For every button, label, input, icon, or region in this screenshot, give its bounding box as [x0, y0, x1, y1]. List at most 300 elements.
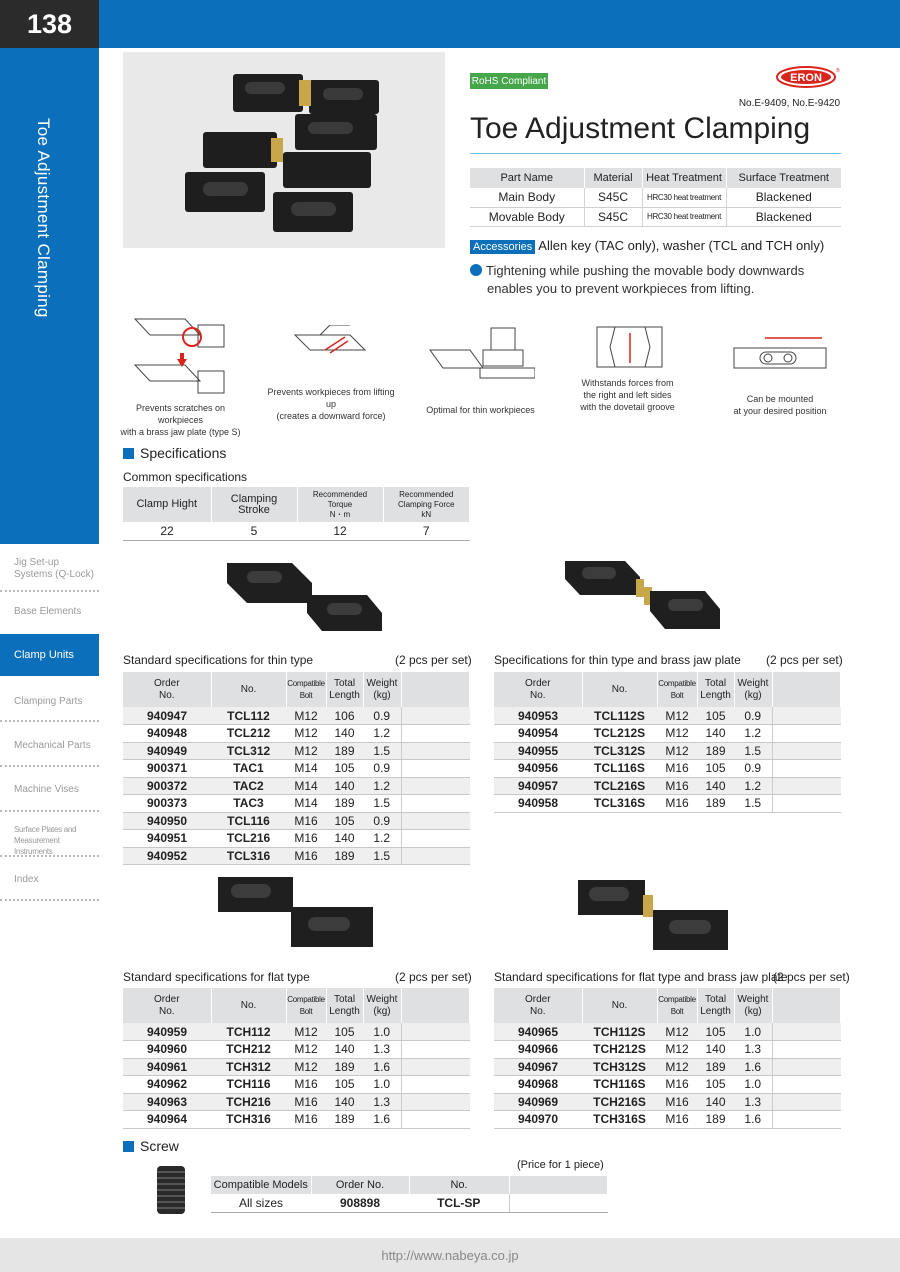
- cell: 105: [697, 707, 734, 725]
- position-diagram: [730, 330, 830, 375]
- sidebar: [0, 48, 99, 544]
- table-title: Standard specifications for flat type: [123, 970, 310, 984]
- cell: 140: [697, 1041, 734, 1059]
- cell: 5: [211, 522, 297, 540]
- cell: Movable Body: [470, 207, 584, 226]
- cell-blank: [401, 1058, 470, 1076]
- cell: M16: [286, 1111, 326, 1129]
- cell: 940949: [123, 742, 211, 760]
- cell: 105: [697, 1023, 734, 1041]
- cell: 1.6: [734, 1111, 772, 1129]
- spec-header-blank: [401, 988, 470, 1023]
- cell: 0.9: [363, 812, 401, 830]
- cell: TCH312S: [582, 1058, 657, 1076]
- cell: 940959: [123, 1023, 211, 1041]
- cell-blank: [401, 812, 470, 830]
- spec-header: Weight (kg): [734, 988, 772, 1023]
- spec-header: No.: [582, 672, 657, 707]
- cell: HRC30 heat treatment: [642, 188, 726, 207]
- spec-header: Compatible Bolt: [657, 672, 697, 707]
- cell: 0.9: [363, 707, 401, 725]
- table-row: [123, 1058, 470, 1076]
- table-row: [123, 707, 470, 725]
- cell: 940965: [494, 1023, 582, 1041]
- cell: 940956: [494, 760, 582, 778]
- cell: 900371: [123, 760, 211, 778]
- table-title: Standard specifications for flat type and brass jaw plate: [494, 970, 788, 984]
- table-row: [123, 1111, 470, 1129]
- table-row: [123, 830, 470, 848]
- cell: 140: [326, 1041, 363, 1059]
- cell: 105: [697, 760, 734, 778]
- cell: 940966: [494, 1041, 582, 1059]
- cell: 189: [326, 795, 363, 813]
- nav-divider: [0, 720, 99, 722]
- cell: 940969: [494, 1093, 582, 1111]
- flat-type-image: [213, 872, 378, 952]
- cell: 900372: [123, 777, 211, 795]
- table-row: [494, 725, 841, 743]
- cell: All sizes: [211, 1194, 311, 1212]
- spec-header: Compatible Bolt: [286, 672, 326, 707]
- cell: M12: [657, 1041, 697, 1059]
- nav-divider: [0, 899, 99, 901]
- thin-brass-type-image: [560, 553, 725, 633]
- cell: TCL216: [211, 830, 286, 848]
- title-divider: [470, 153, 841, 154]
- cell: M16: [286, 830, 326, 848]
- thin-type-image: [222, 553, 387, 633]
- cell: M12: [657, 707, 697, 725]
- cell: 1.3: [734, 1041, 772, 1059]
- table-row: [494, 777, 841, 795]
- spec-header: Weight (kg): [734, 672, 772, 707]
- cell: TCL112: [211, 707, 286, 725]
- nav-divider: [0, 855, 99, 857]
- cell: TCL312S: [582, 742, 657, 760]
- cell: TCL116S: [582, 760, 657, 778]
- nav-item-machine-vises[interactable]: Machine Vises: [14, 784, 79, 795]
- cell: 189: [326, 742, 363, 760]
- cell: TCL-SP: [409, 1194, 509, 1212]
- cell: 908898: [311, 1194, 409, 1212]
- accessories-tag: Accessories: [470, 240, 535, 254]
- cell: 940964: [123, 1111, 211, 1129]
- nav-divider: [0, 590, 99, 592]
- cell-blank: [772, 1111, 841, 1129]
- cell-blank: [401, 777, 470, 795]
- cell: 140: [697, 1093, 734, 1111]
- cell: 940968: [494, 1076, 582, 1094]
- cell: 1.0: [734, 1023, 772, 1041]
- nav-item-clamping-parts[interactable]: Clamping Parts: [14, 696, 83, 707]
- cell: 140: [697, 777, 734, 795]
- cell: M12: [286, 1058, 326, 1076]
- cell-blank: [772, 742, 841, 760]
- cell: M16: [657, 760, 697, 778]
- cell: M16: [657, 795, 697, 813]
- cell: M12: [657, 742, 697, 760]
- spec-header: Weight (kg): [363, 672, 401, 707]
- cell-blank: [772, 1041, 841, 1059]
- cell: M16: [657, 1076, 697, 1094]
- cell: TCH112S: [582, 1023, 657, 1041]
- cell: Blackened: [726, 207, 841, 226]
- spec-header: Compatible Bolt: [657, 988, 697, 1023]
- cell: M12: [286, 1041, 326, 1059]
- cell: TCL316S: [582, 795, 657, 813]
- cell: 1.5: [734, 795, 772, 813]
- cell-blank: [401, 725, 470, 743]
- cell: 0.9: [734, 760, 772, 778]
- cell-blank: [401, 742, 470, 760]
- cell: TCH216S: [582, 1093, 657, 1111]
- cell-blank: [772, 707, 841, 725]
- cell: TCH316S: [582, 1111, 657, 1129]
- specifications-heading: Specifications: [123, 445, 226, 461]
- table-row: [123, 847, 470, 865]
- cell: 1.3: [363, 1093, 401, 1111]
- cell-blank: [772, 777, 841, 795]
- common-spec-table: [123, 487, 470, 541]
- cell: TCL112S: [582, 707, 657, 725]
- table-row: [494, 1058, 841, 1076]
- common-header: Clamping Stroke: [211, 487, 297, 522]
- nav-item-clamp-units[interactable]: Clamp Units: [0, 634, 99, 676]
- materials-table: [470, 168, 841, 227]
- spec-header: Compatible Bolt: [286, 988, 326, 1023]
- table-title: Specifications for thin type and brass jaw plate: [494, 653, 741, 667]
- cell-blank: [401, 1023, 470, 1041]
- cell-blank: [772, 760, 841, 778]
- nav-divider: [0, 810, 99, 812]
- cell: 7: [383, 522, 470, 540]
- tightening-note: [470, 262, 804, 298]
- table-note: (2 pcs per set): [395, 970, 472, 984]
- cell-blank: [772, 795, 841, 813]
- table-row: [494, 1076, 841, 1094]
- screw-image: [153, 1162, 189, 1218]
- cell: 1.0: [363, 1023, 401, 1041]
- cell: M12: [657, 1023, 697, 1041]
- common-spec-label: Common specifications: [123, 470, 248, 484]
- product-numbers: No.E-9409, No.E-9420: [738, 98, 840, 109]
- cell: TAC2: [211, 777, 286, 795]
- screw-header: Order No.: [311, 1176, 409, 1194]
- cell: M16: [657, 1111, 697, 1129]
- screw-header: Compatible Models: [211, 1176, 311, 1194]
- spec-header: Order No.: [494, 672, 582, 707]
- cell: 940950: [123, 812, 211, 830]
- eron-logo: [776, 66, 840, 88]
- product-photo: [123, 52, 445, 248]
- spec-header: Total Length: [697, 672, 734, 707]
- cell: 940951: [123, 830, 211, 848]
- cell: 140: [326, 1093, 363, 1111]
- cell: 1.2: [363, 777, 401, 795]
- logo-text: ERON: [790, 72, 822, 84]
- table-row: [494, 1093, 841, 1111]
- table-row: [494, 742, 841, 760]
- cell: 0.9: [734, 707, 772, 725]
- cell: TCL312: [211, 742, 286, 760]
- cell: 106: [326, 707, 363, 725]
- cell: 1.6: [363, 1058, 401, 1076]
- price-note: (Price for 1 piece): [517, 1159, 604, 1171]
- cell: M14: [286, 777, 326, 795]
- cell: M12: [657, 725, 697, 743]
- cell: 105: [326, 1023, 363, 1041]
- cell: Blackened: [726, 188, 841, 207]
- cell: 940954: [494, 725, 582, 743]
- cell: 900373: [123, 795, 211, 813]
- cell: 940962: [123, 1076, 211, 1094]
- cell: TCH212S: [582, 1041, 657, 1059]
- table-row: [123, 812, 470, 830]
- cell-blank: [401, 760, 470, 778]
- cell: 189: [326, 1111, 363, 1129]
- cell: M16: [286, 847, 326, 865]
- table-row: [470, 188, 841, 207]
- cell: Main Body: [470, 188, 584, 207]
- nav-item-jig-setup[interactable]: Jig Set-up Systems (Q-Lock): [14, 557, 95, 580]
- sidebar-title: Toe Adjustment Clamping: [34, 118, 53, 318]
- table-row: [123, 795, 470, 813]
- cell: 12: [297, 522, 383, 540]
- table-title: Standard specifications for thin type: [123, 653, 314, 667]
- cell-blank: [509, 1194, 608, 1212]
- cell-blank: [401, 830, 470, 848]
- square-icon: [123, 448, 134, 459]
- svg-text:®: ®: [836, 68, 840, 74]
- cell: 140: [326, 725, 363, 743]
- cell: 940948: [123, 725, 211, 743]
- table-row: [123, 777, 470, 795]
- cell: 1.3: [734, 1093, 772, 1111]
- cell: TCH116S: [582, 1076, 657, 1094]
- table-row: [494, 795, 841, 813]
- feature-caption: Prevents scratches on workpieces with a brass jaw plate (type S): [120, 403, 241, 437]
- cell: 940958: [494, 795, 582, 813]
- cell-blank: [772, 1093, 841, 1111]
- cell: 140: [326, 777, 363, 795]
- cell: 1.5: [363, 742, 401, 760]
- cell: M14: [286, 795, 326, 813]
- spec-header: Total Length: [697, 988, 734, 1023]
- cell: 1.0: [734, 1076, 772, 1094]
- spec-header: Total Length: [326, 988, 363, 1023]
- table-row: [211, 1194, 608, 1212]
- cell: 0.9: [363, 760, 401, 778]
- tightening-line: Tightening while pushing the movable body downwards: [486, 263, 805, 278]
- common-header: Recommended Torque N・m: [297, 487, 383, 522]
- feature-caption: Optimal for thin workpieces: [426, 405, 535, 415]
- table-row: [494, 1111, 841, 1129]
- table-row: [494, 707, 841, 725]
- cell: TCH216: [211, 1093, 286, 1111]
- nav-item-base-elements[interactable]: Base Elements: [14, 606, 82, 617]
- cell: 105: [697, 1076, 734, 1094]
- spec-header: Order No.: [123, 988, 211, 1023]
- thin-workpiece-diagram: [425, 320, 535, 385]
- rohs-badge: RoHS Compliant: [470, 73, 548, 89]
- table-row: [123, 1093, 470, 1111]
- spec-header: Order No.: [123, 672, 211, 707]
- tightening-line: enables you to prevent workpieces from lifting.: [487, 281, 755, 296]
- cell: 940961: [123, 1058, 211, 1076]
- cell-blank: [401, 847, 470, 865]
- cell: 940970: [494, 1111, 582, 1129]
- cell: M16: [286, 812, 326, 830]
- cell: 22: [123, 522, 211, 540]
- spec-header: Weight (kg): [363, 988, 401, 1023]
- spec-header-blank: [772, 988, 841, 1023]
- brass-jaw-diagram: [130, 315, 230, 400]
- feature-caption: Withstands forces from the right and left sides with the dovetail groove: [580, 378, 675, 412]
- cell: TCL212S: [582, 725, 657, 743]
- cell: S45C: [584, 188, 642, 207]
- spec-table-thin: [123, 672, 470, 865]
- cell: 940963: [123, 1093, 211, 1111]
- cell: 105: [326, 812, 363, 830]
- cell: 940947: [123, 707, 211, 725]
- cell: 140: [326, 830, 363, 848]
- spec-header: No.: [211, 672, 286, 707]
- bullet-icon: [470, 264, 482, 276]
- table-note: (2 pcs per set): [395, 653, 472, 667]
- spec-header: Total Length: [326, 672, 363, 707]
- cell: 940955: [494, 742, 582, 760]
- cell: TCH116: [211, 1076, 286, 1094]
- table-note: (2 pcs per set): [766, 653, 843, 667]
- materials-header: Part Name: [470, 168, 584, 188]
- page-number: 138: [0, 0, 99, 48]
- nav-item-surface-plates[interactable]: Surface Plates and Measurement Instruments: [14, 825, 77, 856]
- cell: 940960: [123, 1041, 211, 1059]
- cell: 189: [326, 1058, 363, 1076]
- cell: M12: [286, 707, 326, 725]
- spec-header: No.: [211, 988, 286, 1023]
- screw-table: [211, 1176, 608, 1213]
- cell-blank: [772, 1023, 841, 1041]
- materials-header: Surface Treatment: [726, 168, 841, 188]
- square-icon: [123, 1141, 134, 1152]
- cell: M12: [657, 1058, 697, 1076]
- lift-prevent-diagram: [290, 325, 370, 365]
- cell: M12: [286, 742, 326, 760]
- cell: 1.5: [363, 795, 401, 813]
- cell-blank: [401, 1076, 470, 1094]
- cell: M12: [286, 725, 326, 743]
- cell: TCL116: [211, 812, 286, 830]
- table-row: [494, 760, 841, 778]
- nav-item-mechanical-parts[interactable]: Mechanical Parts: [14, 740, 91, 751]
- table-row: [123, 1076, 470, 1094]
- common-header: Recommended Clamping Force kN: [383, 487, 470, 522]
- spec-header: Order No.: [494, 988, 582, 1023]
- cell: 1.5: [734, 742, 772, 760]
- cell: 1.2: [734, 777, 772, 795]
- cell: M16: [657, 1093, 697, 1111]
- feature-caption: Can be mounted at your desired position: [733, 394, 827, 416]
- cell: 140: [697, 725, 734, 743]
- cell: TCH112: [211, 1023, 286, 1041]
- cell: 940953: [494, 707, 582, 725]
- cell: 189: [697, 795, 734, 813]
- cell: TCL212: [211, 725, 286, 743]
- cell: 1.5: [363, 847, 401, 865]
- cell: 1.2: [734, 725, 772, 743]
- table-note: (2 pcs per set): [773, 970, 850, 984]
- cell-blank: [401, 795, 470, 813]
- cell: TAC3: [211, 795, 286, 813]
- cell: S45C: [584, 207, 642, 226]
- cell: 940952: [123, 847, 211, 865]
- footer-url[interactable]: http://www.nabeya.co.jp: [0, 1238, 900, 1272]
- page-title: Toe Adjustment Clamping: [470, 112, 811, 145]
- table-row: [123, 1023, 470, 1041]
- spec-header-blank: [401, 672, 470, 707]
- cell-blank: [401, 1093, 470, 1111]
- screw-header-blank: [509, 1176, 608, 1194]
- cell: 189: [697, 742, 734, 760]
- spec-header-blank: [772, 672, 841, 707]
- cell: TAC1: [211, 760, 286, 778]
- cell: TCH316: [211, 1111, 286, 1129]
- feature-caption: Prevents workpieces from lifting up (creates a downward force): [267, 387, 395, 421]
- table-row: [123, 1041, 470, 1059]
- spec-table-flat-brass: [494, 988, 841, 1129]
- cell: 1.0: [363, 1076, 401, 1094]
- nav-item-index[interactable]: Index: [14, 874, 39, 885]
- cell-blank: [772, 1058, 841, 1076]
- cell: 1.6: [734, 1058, 772, 1076]
- cell: TCH212: [211, 1041, 286, 1059]
- cell: M16: [286, 1093, 326, 1111]
- spec-table-thin-brass: [494, 672, 841, 813]
- spec-table-flat: [123, 988, 470, 1129]
- accessories: [470, 238, 824, 254]
- nav-divider: [0, 765, 99, 767]
- table-row: [123, 760, 470, 778]
- spec-header: No.: [582, 988, 657, 1023]
- screw-heading: Screw: [123, 1138, 179, 1154]
- cell-blank: [401, 707, 470, 725]
- materials-header: Material: [584, 168, 642, 188]
- screw-header: No.: [409, 1176, 509, 1194]
- cell: 1.2: [363, 830, 401, 848]
- cell-blank: [401, 1111, 470, 1129]
- cell: M16: [657, 777, 697, 795]
- cell: M16: [286, 1076, 326, 1094]
- cell: 940967: [494, 1058, 582, 1076]
- cell: 105: [326, 760, 363, 778]
- cell: 189: [326, 847, 363, 865]
- cell: TCL216S: [582, 777, 657, 795]
- cell-blank: [772, 1076, 841, 1094]
- materials-header: Heat Treatment: [642, 168, 726, 188]
- cell: 189: [697, 1111, 734, 1129]
- common-header: Clamp Hight: [123, 487, 211, 522]
- cell: M12: [286, 1023, 326, 1041]
- cell: 105: [326, 1076, 363, 1094]
- cell: 940957: [494, 777, 582, 795]
- cell: M14: [286, 760, 326, 778]
- table-row: [123, 742, 470, 760]
- flat-brass-type-image: [573, 875, 738, 955]
- cell-blank: [401, 1041, 470, 1059]
- cell: HRC30 heat treatment: [642, 207, 726, 226]
